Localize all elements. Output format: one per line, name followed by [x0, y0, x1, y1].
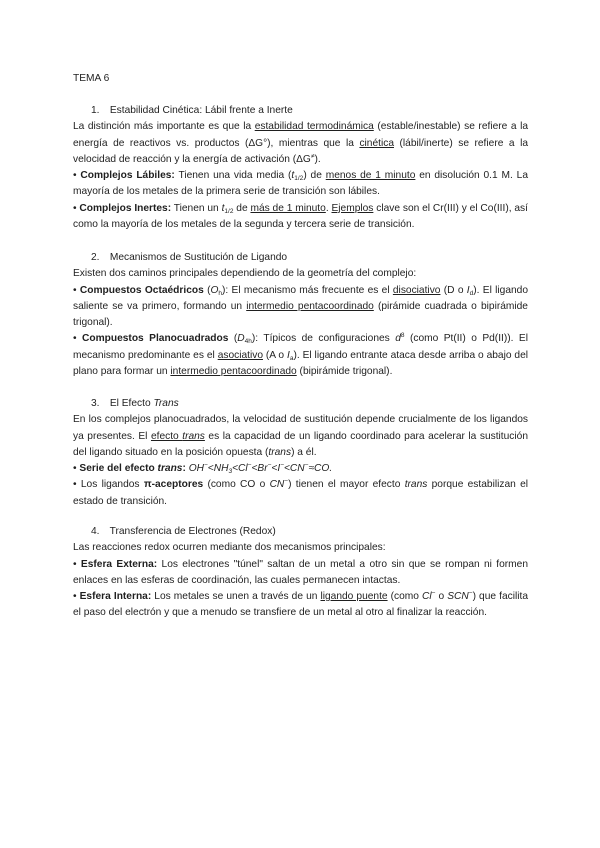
section-electron-transfer: [73, 524, 528, 622]
section-heading: [73, 396, 528, 412]
section-trans-effect: [73, 396, 528, 510]
section-number: 4.: [91, 526, 100, 537]
bullet-label: Esfera Interna:: [79, 591, 152, 603]
paragraph: La distinción más importante es que la estabilidad termodinámica (estable/inestable) se refiere a la energía de reactivos vs. productos (ΔG°), mientras que la cinética (lábil/inerte) se refiere a la velocidad de reacción y la energía de activación (ΔG≠).: [73, 121, 528, 165]
underlined-term: intermedio pentacoordinado: [170, 366, 297, 378]
bullet-label: Compuestos Planocuadrados: [82, 333, 229, 345]
underlined-term: ligando puente: [320, 591, 388, 603]
bullet-label: Complejos Inertes:: [79, 202, 172, 214]
section-heading: [73, 250, 528, 266]
section-number: 3.: [91, 398, 100, 409]
section-substitution-mechanisms: [73, 250, 528, 380]
underlined-term: menos de 1 minuto: [325, 170, 416, 182]
trans-series-formula: $OH^-<NH_3<Cl^-<Br^-<I^-<CN^-\approx CO$.: [185, 462, 333, 476]
section-heading: [73, 524, 528, 540]
underlined-term: estabilidad termodinámica: [254, 121, 374, 133]
bullet-labile: • Complejos Lábiles: Tienen una vida media $(t_{1/2})$ de menos de 1 minuto en disolución 0.1 M. La mayoría de los metales de la primera serie de transición son lábiles.: [73, 170, 528, 198]
underlined-term: cinética: [359, 137, 394, 149]
section-number: 2.: [91, 252, 100, 263]
bullet-octahedral: • Compuestos Octaédricos $(O_h)$: El mecanismo más frecuente es el disociativo (D o $I_d$). El ligando saliente se va primero, formando un intermedio pentacoordinado (pirámide cuadrada o bipirámide trigonal).: [73, 284, 528, 329]
underlined-term: Ejemplos: [331, 202, 374, 214]
underlined-term: intermedio pentacoordinado: [246, 300, 374, 312]
underlined-term: más de 1 minuto: [250, 202, 326, 214]
section-heading: [73, 103, 528, 119]
underlined-term: disociativo: [392, 284, 441, 296]
bullet-trans-series: • Serie del efecto trans: $OH^-<NH_3<Cl^-<Br^-<I^-<CN^-\approx CO$.: [73, 462, 333, 476]
bullet-inert: • Complejos Inertes: Tienen un $t_{1/2}$ de más de 1 minuto. Ejemplos clave son el Cr(III) y el Co(III), así como la mayoría de los metales de la segunda y tercera serie de transición.: [73, 202, 528, 231]
bullet-label: Complejos Lábiles:: [80, 170, 175, 182]
underlined-term: efecto trans: [150, 430, 205, 442]
section-title: El Efecto Trans: [109, 398, 179, 409]
bullet-label: Esfera Externa:: [80, 558, 158, 570]
section-number: 1.: [91, 105, 100, 116]
paragraph: En los complejos planocuadrados, la velocidad de sustitución depende crucialmente de los ligandos ya presentes. El efecto trans es la capacidad de un ligando coordinado para acelerar la sustitución del ligando situado en la posición opuesta (trans) a él.: [73, 414, 528, 458]
bullet-label: Compuestos Octaédricos: [79, 284, 204, 296]
paragraph: Existen dos caminos principales dependiendo de la geometría del complejo:: [73, 268, 417, 280]
bullet-label: Serie del efecto trans:: [79, 463, 186, 475]
bullet-label: π-aceptores: [143, 479, 204, 491]
bullet-pi-acceptors: • Los ligandos π-aceptores (como CO o CN−) tienen el mayor efecto trans porque estabilizan el estado de transición.: [73, 478, 529, 507]
section-title: Mecanismos de Sustitución de Ligando: [109, 252, 288, 263]
section-title: Transferencia de Electrones (Redox): [109, 526, 276, 537]
document-title: TEMA 6: [73, 73, 110, 84]
section-kinetic-stability: [73, 103, 528, 233]
paragraph: Las reacciones redox ocurren mediante dos mecanismos principales:: [73, 542, 386, 554]
underlined-term: asociativo: [217, 349, 263, 361]
bullet-outer-sphere: • Esfera Externa: Los electrones "túnel" saltan de un metal a otro sin que se rompan ni formen enlaces en las esferas de coordinación, las cuales permanecen intactas.: [73, 558, 528, 586]
bullet-square-planar: • Compuestos Planocuadrados $(D_{4h})$: Típicos de configuraciones $d^8$ (como Pt(II) o Pd(II)). El mecanismo predominante es el asociativo (A o $I_a$). El ligando entrante ataca desde arriba o abajo del plano para formar un intermedio pentacoordinado (bipirámide trigonal).: [73, 332, 528, 378]
bullet-inner-sphere: • Esfera Interna: Los metales se unen a través de un ligando puente (como Cl− o SCN−) que facilita el paso del electrón y que a menudo se transfiere de un metal al otro al finalizar la reacción.: [73, 590, 528, 619]
section-title: Estabilidad Cinética: Lábil frente a Inerte: [109, 105, 293, 116]
